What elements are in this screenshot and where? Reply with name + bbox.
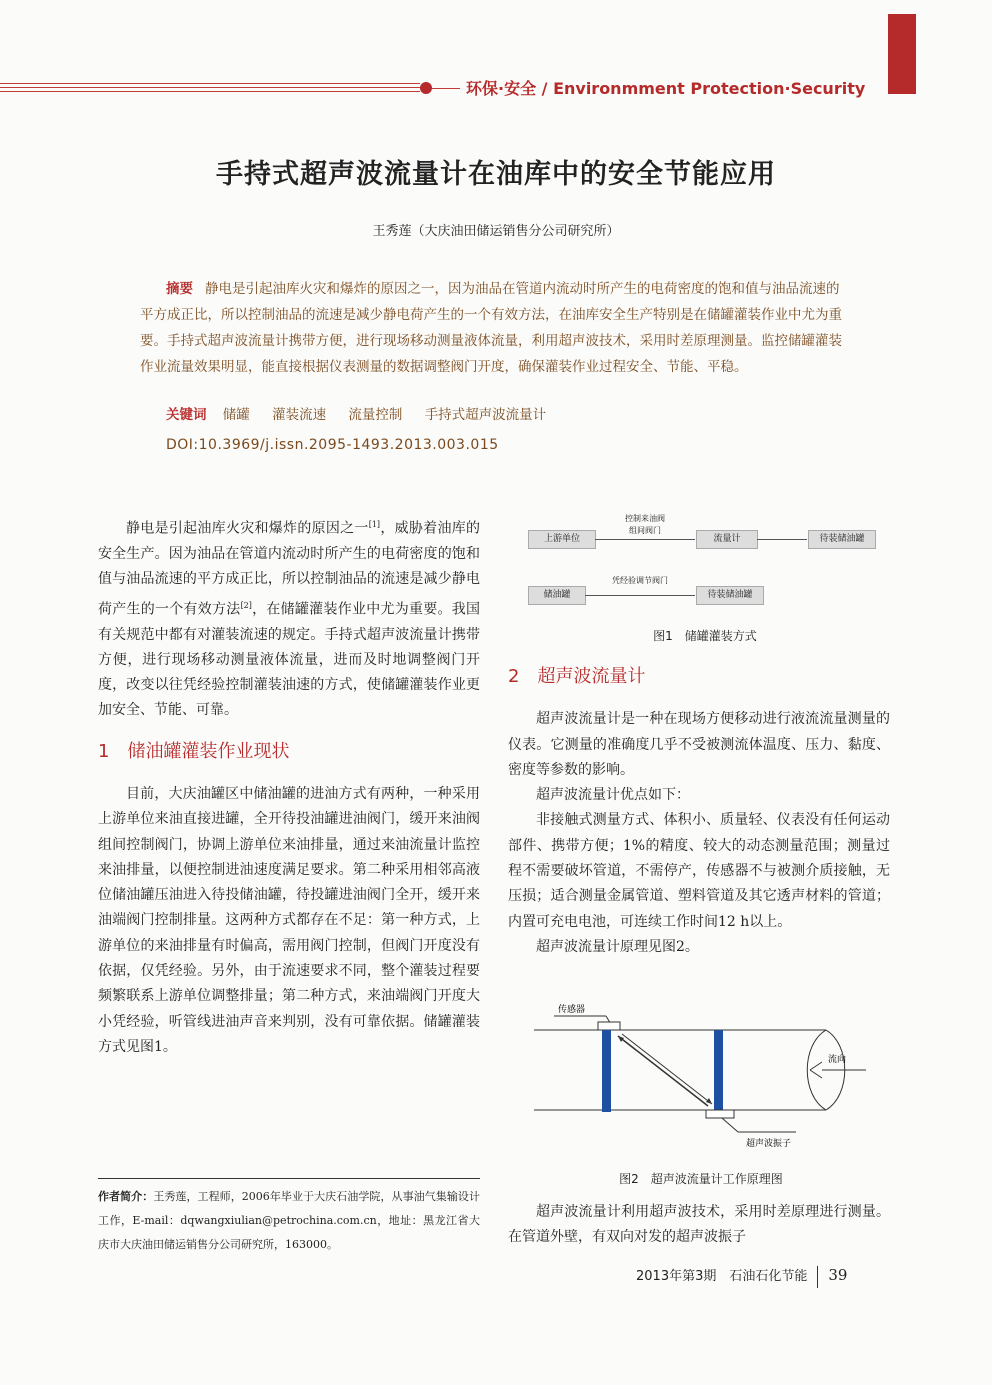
label-sensor: 传感器 — [558, 1005, 586, 1015]
right-column — [508, 664, 890, 960]
page-number: 39 — [828, 1266, 848, 1284]
connector — [757, 539, 807, 540]
author-note — [98, 1178, 480, 1257]
paragraph: 超声波流量计是一种在现场方便移动进行液流流量测量的仪表。它测量的准确度几乎不受被测流体温度、压力、黏度、密度等参数的影响。 — [508, 711, 890, 778]
article-title: 手持式超声波流量计在油库中的安全节能应用 — [216, 159, 776, 190]
box-target-tank: 待装储油罐 — [808, 530, 876, 549]
doi: DOI:10.3969/j.issn.2095-1493.2013.003.015 — [166, 437, 499, 453]
header-rule — [0, 91, 420, 92]
figure-1-caption: 图1 储罐灌装方式 — [653, 629, 757, 643]
keyword: 灌装流速 — [272, 407, 327, 423]
section-tab — [888, 14, 916, 94]
label-flow: 流向 — [828, 1055, 847, 1065]
figure-2 — [526, 1000, 876, 1155]
transducer — [598, 1022, 620, 1030]
arrowhead-icon — [618, 1036, 624, 1042]
keyword: 流量控制 — [348, 407, 403, 423]
paragraph: 超声波流量计优点如下： — [536, 787, 690, 804]
figure-1 — [520, 510, 890, 635]
intro-paragraph — [98, 512, 480, 724]
label-line: 组间阀门 — [629, 526, 661, 535]
author-note-text: 王秀莲，工程师，2006年毕业于大庆石油学院，从事油气集输设计工作，E-mail：dqwangxiulian@petrochina.com.cn，地址：黑龙江省大庆市大庆油田储运销售分公司研究所，163000。 — [98, 1190, 480, 1251]
header-dot-icon — [420, 82, 432, 94]
signal-arrow-icon — [618, 1036, 708, 1106]
text-run: ，威胁着油库的安全生产。因为油品在管道内流动时所产生的电荷密度的饱和值与油品流速的平方成正比，所以控制油品的流速是减少静电荷产生的一个有效方法 — [98, 520, 481, 618]
keyword: 手持式超声波流量计 — [424, 407, 547, 423]
flow-arrow-icon — [810, 1062, 822, 1078]
author-note-label: 作者简介： — [98, 1190, 154, 1203]
connector — [585, 595, 695, 596]
page-footer — [636, 1265, 847, 1288]
right-column-continued — [508, 1200, 890, 1251]
connector — [595, 539, 695, 540]
leader-line — [722, 1118, 738, 1132]
abstract — [140, 276, 852, 380]
sound-path-bar — [602, 1030, 611, 1112]
section-number: 2 — [508, 666, 520, 687]
keyword: 储罐 — [222, 407, 250, 423]
label-control-valve — [610, 513, 680, 537]
citation[interactable]: [1] — [368, 520, 381, 529]
left-column — [98, 512, 480, 1060]
box-upstream: 上游单位 — [528, 530, 596, 549]
paragraph: 非接触式测量方式、体积小、质量轻、仪表没有任何运动部件、携带方便；1%的精度、较大的动态测量范围；测量过程不需要破坏管道，不需停产，传感器不与被测介质接触，无压损；适合测量金属管道、塑料管道及其它透声材料的管道；内置可充电电池，可连续工作时间12 h以上。 — [508, 812, 890, 930]
footer-divider — [817, 1266, 818, 1288]
section-number: 1 — [98, 740, 110, 762]
section-title: 超声波流量计 — [537, 666, 646, 687]
issue-info: 2013年第3期 石油石化节能 — [636, 1269, 808, 1284]
sound-path-bar — [714, 1030, 723, 1112]
keywords — [166, 403, 856, 423]
abstract-label: 摘要 — [166, 281, 193, 297]
running-header — [0, 78, 892, 100]
header-rule — [432, 88, 460, 89]
keywords-label: 关键词 — [166, 407, 207, 423]
box-tank: 储油罐 — [528, 586, 586, 605]
paragraph: 目前，大庆油罐区中储油罐的进油方式有两种，一种采用上游单位来油直接进罐，全开待投油罐进油阀门，缓开来油阀组间控制阀门，协调上游单位来油排量，通过来油流量计监控来油排量，以便控制进油速度满足要求。第二种采用相邻高液位储油罐压油进入待投储油罐，待投罐进油阀门全开，缓开来油端阀门控制排量。这两种方式都存在不足：第一种方式，上游单位的来油排量有时偏高，需用阀门控制，但阀门开度没有依据，仅凭经验。另外，由于流速要求不同，整个灌装过程要频繁联系上游单位调整排量；第二种方式，来油端阀门开度大小凭经验，听管线进油声音来判别，没有可靠依据。储罐灌装方式见图1。 — [98, 785, 480, 1055]
paragraph: 超声波流量计利用超声波技术，采用时差原理进行测量。在管道外壁，有双向对发的超声波振子 — [508, 1204, 890, 1246]
section-heading — [508, 664, 890, 689]
section-heading — [98, 739, 480, 764]
transducer — [706, 1110, 734, 1118]
label-manual-valve: 凭经验调节阀门 — [612, 576, 668, 585]
signal-arrow-icon — [622, 1034, 712, 1104]
box-flowmeter: 流量计 — [696, 530, 758, 549]
figure-2-caption: 图2 超声波流量计工作原理图 — [619, 1172, 783, 1186]
text-run: ，在储罐灌装作业中尤为重要。我国有关规范中都有对灌装流速的规定。手持式超声波流量计携带方便，进行现场移动测量液体流量，进而及时地调整阀门开度，改变以往凭经验控制灌装油速的方式，使储罐灌装作业更加安全、节能、可靠。 — [98, 601, 481, 719]
label-line: 控制来油阀 — [625, 514, 665, 523]
arrowhead-icon — [706, 1098, 712, 1104]
label-transducer: 超声波振子 — [746, 1139, 792, 1149]
section-title: 储油罐灌装作业现状 — [127, 740, 290, 762]
box-target-tank: 待装储油罐 — [696, 586, 764, 605]
header-rule — [0, 83, 420, 84]
section-header: 环保·安全 / Environmment Protection·Security — [466, 79, 866, 98]
author-line: 王秀莲（大庆油田储运销售分公司研究所） — [372, 224, 620, 239]
text-run: 静电是引起油库火灾和爆炸的原因之一 — [126, 520, 369, 537]
paragraph: 超声波流量计原理见图2。 — [536, 938, 699, 955]
header-rule — [0, 87, 420, 88]
citation[interactable]: [2] — [240, 600, 252, 610]
abstract-text: 静电是引起油库火灾和爆炸的原因之一，因为油品在管道内流动时所产生的电荷密度的饱和值与油品流速的平方成正比，所以控制油品的流速是减少静电荷产生的一个有效方法，在油库安全生产特别是在储罐灌装作业中尤为重要。手持式超声波流量计携带方便，进行现场移动测量液体流量，利用超声波技术，采用时差原理测量。监控储罐灌装作业流量效果明显，能直接根据仪表测量的数据调整阀门开度，确保灌装作业过程安全、节能、平稳。 — [140, 281, 842, 375]
